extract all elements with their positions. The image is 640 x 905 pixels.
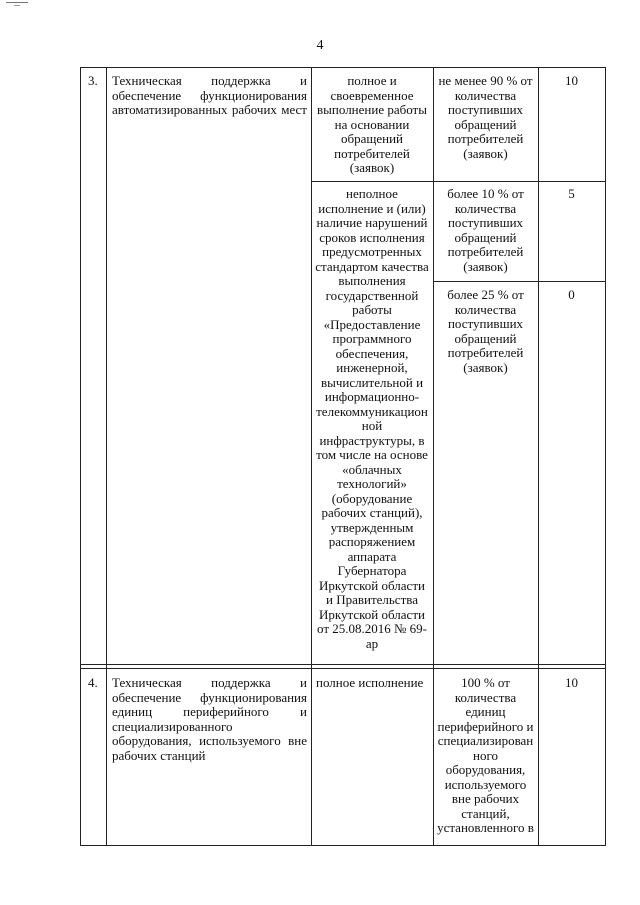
- row3-criterion-full: [311, 74, 433, 176]
- level-line: более 10 % от: [447, 186, 524, 201]
- row3-level-divider: [433, 281, 605, 282]
- criterion-line: на основании: [334, 116, 410, 132]
- row3-criterion-partial: [311, 187, 433, 651]
- row-divider-upper: [80, 664, 605, 665]
- row4-name-line: специализированного: [112, 718, 233, 734]
- row3-service-name: [112, 74, 307, 118]
- level-line: установленного в: [437, 820, 534, 835]
- level-line: периферийного и: [437, 718, 534, 734]
- row3-level-10: [433, 187, 538, 274]
- level-line: количества: [454, 301, 517, 317]
- row3-number: 3.: [88, 73, 98, 88]
- criterion-line: аппарата: [347, 548, 397, 564]
- criterion-line: наличие нарушений: [316, 215, 428, 230]
- row3-criteria-divider: [311, 181, 605, 182]
- level-line: количества: [454, 87, 517, 103]
- level-line: более 25 % от: [447, 287, 524, 302]
- col-border-level: [538, 67, 539, 846]
- table-bottom-border: [80, 845, 605, 846]
- level-line: обращений: [454, 330, 517, 346]
- level-line: 100 % от: [461, 675, 510, 690]
- level-line: станций,: [461, 805, 510, 821]
- level-line: не менее 90 % от: [438, 73, 533, 88]
- criterion-line: выполнения: [338, 273, 406, 288]
- row3-level-25: [433, 288, 538, 375]
- criterion-line: ной: [361, 418, 383, 433]
- level-line: поступивших: [447, 215, 524, 230]
- level-line: (заявок): [463, 359, 508, 375]
- criterion-line: выполнение работы: [317, 102, 427, 117]
- row4-level-100: [433, 676, 538, 836]
- criterion-line: «Предоставление: [323, 316, 421, 332]
- row4-name-line: оборудования, используемого вне: [112, 733, 307, 748]
- criterion-line: утвержденным: [330, 519, 414, 535]
- level-line: используемого: [444, 776, 527, 792]
- level-line: обращений: [454, 116, 517, 132]
- level-line: обращений: [454, 229, 517, 245]
- corner-scan-dot: [14, 5, 20, 6]
- table-top-border: [80, 67, 605, 68]
- level-line: вне рабочих: [451, 791, 520, 806]
- criterion-line: исполнение и (или): [318, 200, 426, 216]
- criterion-line: программного: [332, 331, 412, 346]
- criterion-line: вычислительной и: [320, 374, 424, 390]
- level-line: поступивших: [447, 102, 524, 117]
- row3-score-0: 0: [568, 287, 575, 302]
- criterion-line: информационно-: [324, 389, 420, 404]
- row3-name-line: автоматизированных рабочих мест: [112, 102, 307, 117]
- criterion-line: работы: [352, 302, 392, 317]
- col-border-num: [106, 67, 107, 846]
- col-border-left: [80, 67, 81, 846]
- level-line: потребителей: [447, 244, 524, 259]
- criterion-line: инженерной,: [336, 360, 408, 375]
- row4-name-line: рабочих станций: [112, 747, 206, 763]
- row3-score-5: 5: [568, 186, 575, 201]
- criterion-line: полное исполнение: [316, 675, 424, 690]
- criterion-line: стандартом качества: [315, 258, 429, 274]
- level-line: (заявок): [463, 145, 508, 161]
- row3-name-line: Техническая поддержка и: [112, 73, 307, 88]
- level-line: оборудования,: [445, 762, 526, 777]
- row3-name-line: обеспечение функционирования: [112, 87, 307, 103]
- row4-name-line: единиц периферийного и: [112, 704, 307, 719]
- criterion-line: от 25.08.2016 № 69-: [317, 621, 427, 636]
- criterion-line: потребителей: [334, 145, 410, 161]
- corner-scan-mark: [6, 2, 28, 3]
- criterion-line: рабочих станций),: [321, 505, 423, 520]
- row4-name-line: обеспечение функционирования: [112, 689, 307, 705]
- criterion-line: (заявок): [349, 160, 395, 175]
- level-line: единиц: [465, 704, 506, 719]
- criterion-line: Иркутской области: [319, 577, 425, 593]
- criterion-line: ар: [365, 635, 379, 651]
- row3-score-10: 10: [565, 73, 578, 88]
- criterion-line: Губернатора: [337, 563, 407, 578]
- level-line: потребителей: [447, 131, 524, 146]
- row4-number: 4.: [88, 675, 98, 690]
- criterion-line: своевременное: [330, 87, 414, 103]
- row-divider-lower: [80, 668, 605, 669]
- col-border-right: [605, 67, 606, 846]
- level-line: потребителей: [447, 345, 524, 360]
- criterion-line: том числе на основе: [316, 447, 428, 462]
- criterion-line: технологий»: [337, 476, 407, 491]
- row4-name-line: Техническая поддержка и: [112, 675, 307, 690]
- criterion-line: обеспечения,: [335, 345, 409, 361]
- level-line: количества: [454, 200, 517, 216]
- level-line: специализирован: [437, 733, 534, 748]
- row3-level-90: [433, 74, 538, 161]
- criterion-line: предусмотренных: [322, 244, 422, 259]
- level-line: поступивших: [447, 316, 524, 331]
- criterion-line: распоряжением: [328, 534, 416, 549]
- page-number: 4: [316, 38, 324, 53]
- criterion-line: государственной: [325, 287, 419, 303]
- criterion-line: обращений: [340, 131, 404, 146]
- criterion-line: неполное: [346, 186, 398, 201]
- criterion-line: «облачных: [342, 461, 402, 477]
- criterion-line: Иркутской области: [319, 606, 425, 622]
- criterion-line: сроков исполнения: [319, 229, 425, 245]
- row4-criterion-full: [316, 676, 431, 691]
- criterion-line: (оборудование: [331, 490, 413, 506]
- level-line: количества: [454, 689, 517, 705]
- criterion-line: полное и: [347, 73, 397, 88]
- criterion-line: инфраструктуры, в: [319, 432, 425, 448]
- level-line: (заявок): [463, 258, 508, 274]
- row4-service-name: [112, 676, 307, 763]
- criterion-line: и Правительства: [325, 592, 418, 607]
- row4-score-10: 10: [565, 675, 578, 690]
- level-line: ного: [473, 747, 498, 763]
- criterion-line: телекоммуникацион: [316, 403, 428, 419]
